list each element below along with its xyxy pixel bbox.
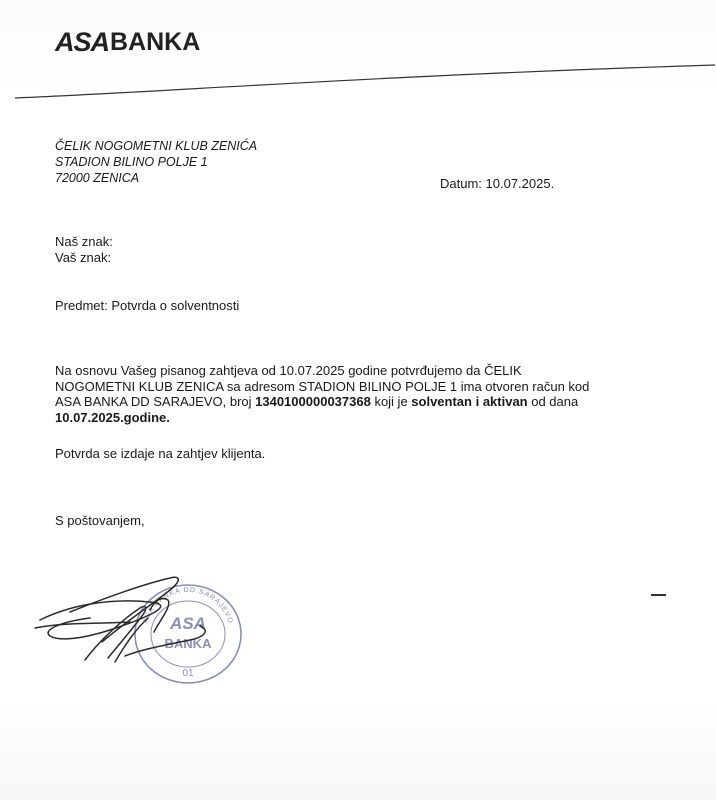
stamp-logo: ASA [170, 614, 206, 633]
body-line-2: NOGOMETNI KLUB ZENICA sa adresom STADION BILINO POLJE 1 ima otvoren račun kod [55, 378, 590, 394]
handwritten-signature [30, 560, 260, 690]
reference-block [55, 234, 113, 266]
body-line-3-mid: koji je [370, 394, 412, 409]
stamp-ring-text: ASA BANKA DD SARAJEVO [142, 586, 234, 625]
account-number: 1340100000037368 [255, 394, 371, 409]
body-line-4: 10.07.2025.godine. [55, 409, 170, 425]
letter-body [55, 363, 615, 425]
recipient-street: STADION BILINO POLJE 1 [55, 155, 208, 169]
stamp-number: 01 [182, 668, 194, 679]
body-line-3-start: ASA BANKA DD SARAJEVO, broj [55, 394, 256, 409]
letter-subject: Predmet: Potvrda o solventnosti [55, 298, 240, 313]
issued-note: Potvrda se izdaje na zahtjev klijenta. [55, 446, 266, 461]
logo-banka-wordmark: BANKA [110, 28, 201, 56]
body-line-3 [55, 394, 615, 410]
recipient-city: 72000 ZENICA [55, 171, 140, 185]
our-reference: Naš znak: [55, 234, 113, 249]
header-divider [15, 62, 715, 102]
recipient-address [55, 138, 257, 186]
letter-date: Datum: 10.07.2025. [440, 176, 555, 191]
solvency-status: solventan i aktivan [411, 394, 528, 409]
bank-logo [55, 27, 200, 58]
recipient-name: ČELIK NOGOMETNI KLUB ZENIĆA [55, 139, 258, 153]
closing-regards: S poštovanjem, [55, 513, 145, 528]
stamp-name: BANKA [164, 636, 212, 651]
logo-asa-mark: ASA [55, 27, 110, 57]
your-reference: Vaš znak: [55, 250, 112, 265]
body-line-3-end: od dana [527, 394, 579, 409]
body-line-1: Na osnovu Vašeg pisanog zahtjeva od 10.07.2025 godine potvrđujemo da ČELIK [55, 363, 522, 378]
margin-dash [651, 594, 666, 596]
